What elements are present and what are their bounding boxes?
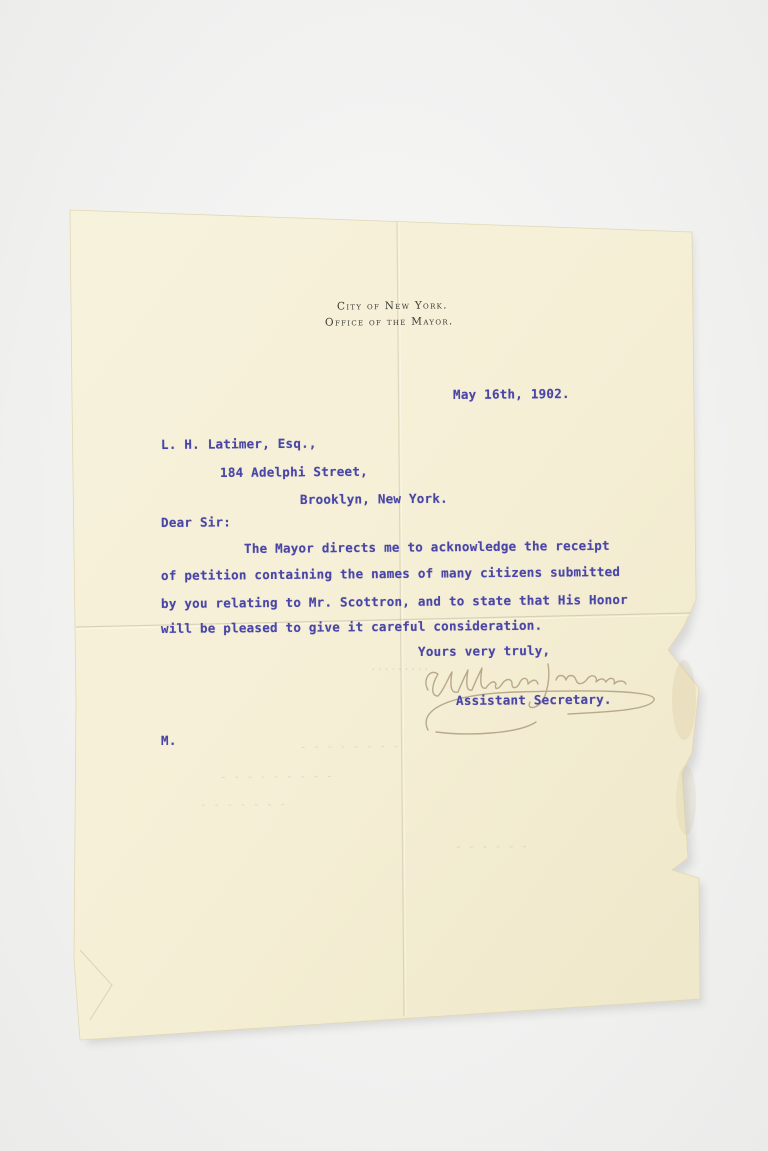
salutation: Dear Sir:	[160, 514, 232, 530]
letterhead-office: Office of the Mayor.	[324, 315, 454, 329]
body-line-3: by you relating to Mr. Scottron, and to state that His Honor	[160, 591, 628, 611]
ghost-mark: .........	[369, 659, 430, 674]
recipient-street: 184 Adelphi Street,	[219, 463, 368, 480]
recipient-city: Brooklyn, New York.	[299, 490, 448, 507]
body-line-1: The Mayor directs me to acknowledge the receipt	[243, 537, 610, 556]
recipient-name: L. H. Latimer, Esq.,	[160, 435, 317, 452]
ghost-mark: - - - - - -	[454, 839, 528, 854]
ghost-mark: - - - - - - -	[199, 797, 287, 812]
typist-initials: M.	[160, 732, 177, 748]
ghost-mark: - - - - - - - - -	[219, 769, 333, 784]
signer-title: Assistant Secretary.	[455, 691, 612, 708]
body-line-2: of petition containing the names of many citizens submitted	[160, 563, 621, 583]
letterhead-city: City of New York.	[336, 299, 448, 313]
letter-date: May 16th, 1902.	[452, 385, 570, 402]
body-line-4: will be pleased to give it careful consideration.	[160, 617, 543, 636]
ghost-mark: - - - - - - - -	[299, 739, 400, 754]
closing: Yours very truly,	[417, 642, 551, 659]
